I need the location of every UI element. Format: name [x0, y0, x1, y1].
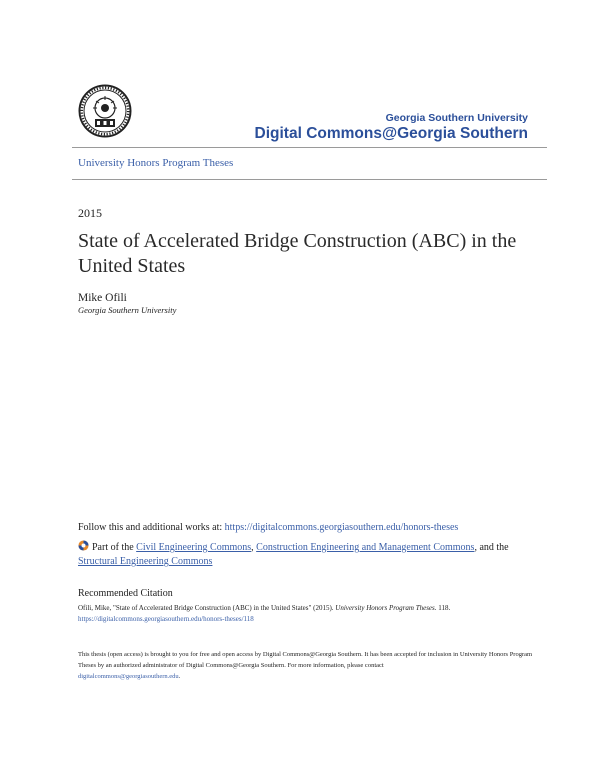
citation-body	[78, 603, 538, 625]
bepress-icon	[78, 540, 89, 551]
access-end: .	[178, 673, 181, 680]
citation-journal: University Honors Program Theses	[335, 604, 435, 612]
follow-line	[78, 522, 458, 533]
part-of-line	[78, 540, 538, 569]
follow-prefix: Follow this and additional works at:	[78, 522, 223, 533]
follow-link[interactable]: https://digitalcommons.georgiasouthern.edu/honors-theses	[224, 522, 459, 533]
series-divider	[72, 179, 547, 180]
access-statement	[78, 649, 538, 682]
top-divider	[72, 147, 547, 148]
civil-engineering-commons-link[interactable]: Civil Engineering Commons	[136, 542, 252, 553]
part-of-separator-2: , and the	[474, 542, 509, 553]
university-name: Georgia Southern University	[385, 112, 528, 124]
repository-name: Digital Commons@Georgia Southern	[254, 125, 528, 142]
series-link[interactable]: University Honors Program Theses	[78, 157, 234, 169]
contact-email-link[interactable]: digitalcommons@georgiasouthern.edu	[78, 673, 179, 680]
university-seal-icon	[78, 84, 132, 138]
repository-branding	[255, 112, 528, 143]
author-affiliation: Georgia Southern University	[78, 305, 177, 315]
citation-heading: Recommended Citation	[78, 588, 173, 599]
construction-engineering-commons-link[interactable]: Construction Engineering and Management Commons	[256, 542, 475, 553]
citation-number: . 118.	[434, 604, 451, 612]
part-of-separator-1: ,	[251, 542, 254, 553]
access-text: This thesis (open access) is brought to you for free and open access by Digital Commons@Georgia Southern. It has been accepted for inclusion in University Honors Program Theses by an authorized administrator of Digital Commons@Georgia Southern. For more information, please contact	[78, 651, 533, 669]
structural-engineering-commons-link[interactable]: Structural Engineering Commons	[78, 556, 213, 567]
citation-url[interactable]: https://digitalcommons.georgiasouthern.edu/honors-theses/118	[78, 615, 254, 623]
author-name: Mike Ofili	[78, 292, 127, 304]
part-of-prefix: Part of the	[92, 542, 134, 553]
publication-year: 2015	[78, 206, 102, 220]
document-title: State of Accelerated Bridge Construction (ABC) in the United States	[78, 230, 517, 277]
citation-text: Ofili, Mike, "State of Accelerated Bridge Construction (ABC) in the United States" (2015).	[78, 604, 334, 612]
